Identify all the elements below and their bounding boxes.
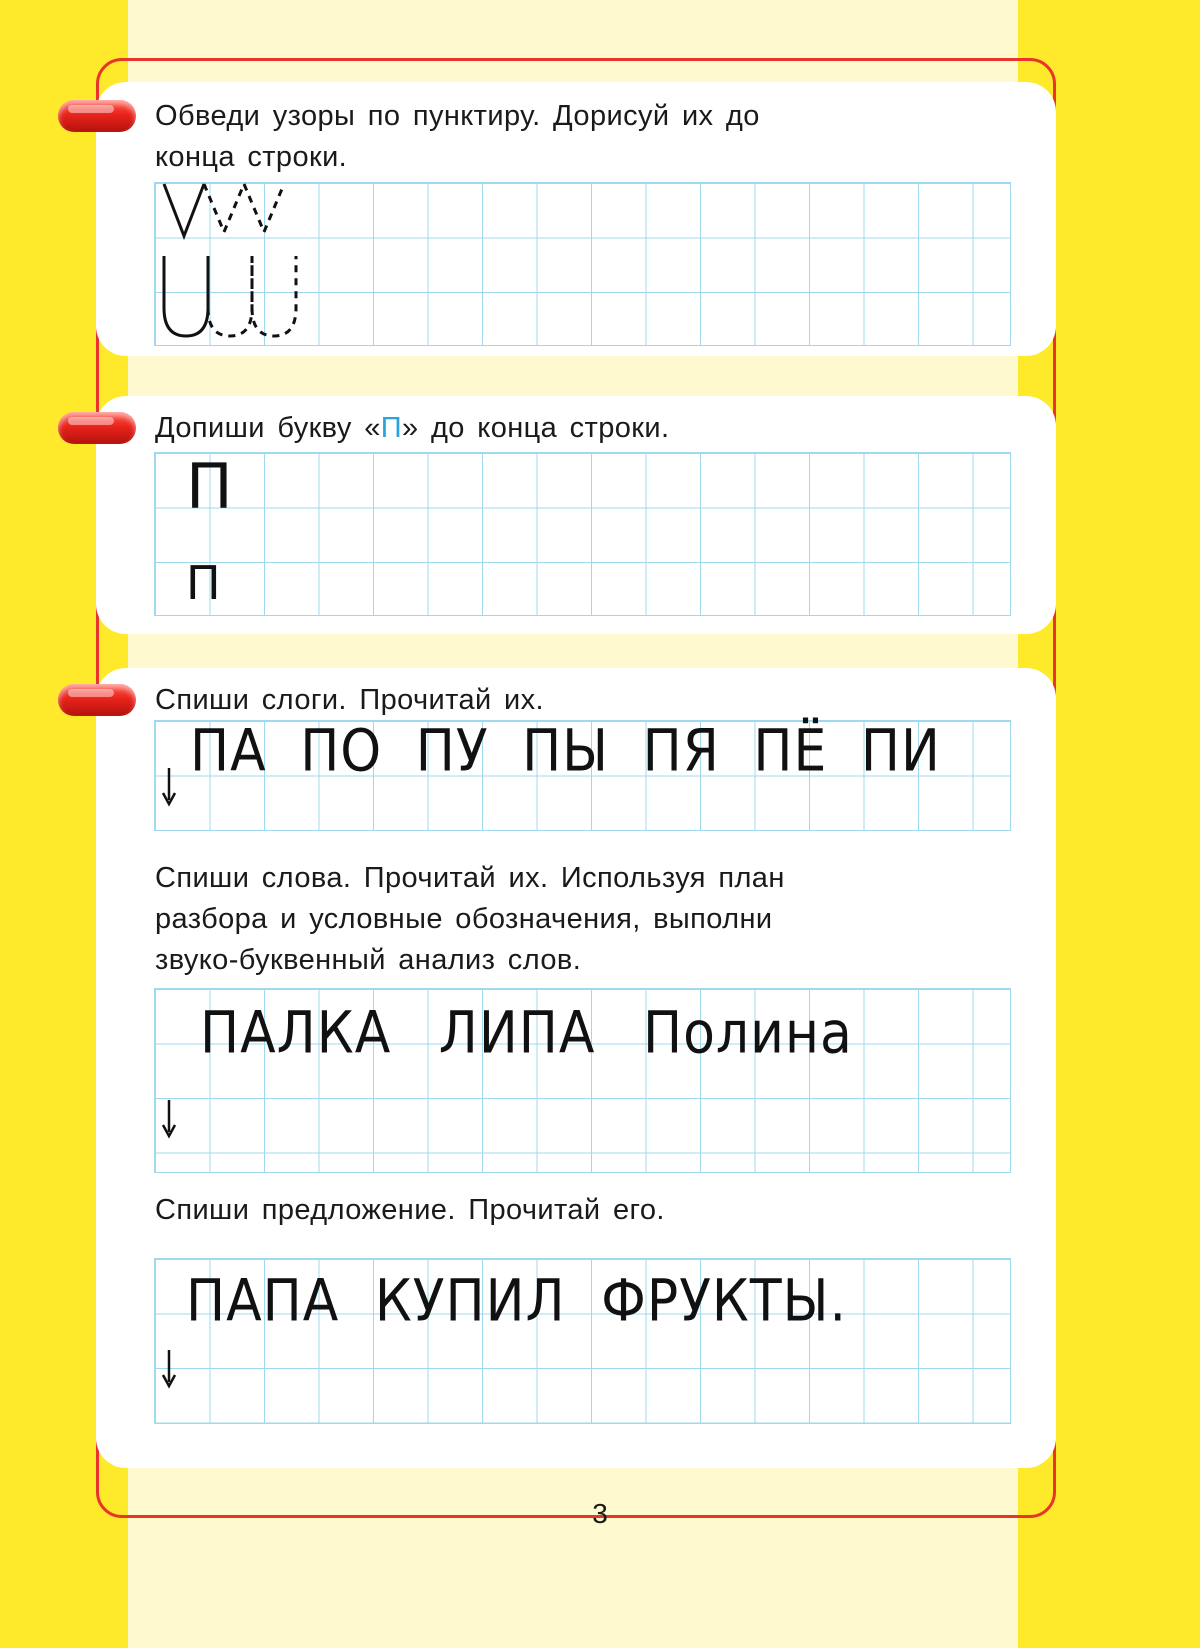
letter-sample-2: П	[186, 556, 221, 610]
task-bullet-3	[58, 684, 136, 716]
task-5-instruction: Спиши предложение. Прочитай его.	[155, 1194, 665, 1226]
task-bullet-1	[58, 100, 136, 132]
task-5-sentence: ПАПА КУПИЛ ФРУКТЫ.	[186, 1268, 848, 1336]
task-4-instruction-line-2: разбора и условные обозначения, выполни	[155, 903, 773, 935]
page-number: 3	[592, 1498, 608, 1529]
task-3-syllables: ПА ПО ПУ ПЫ ПЯ ПЁ ПИ	[190, 718, 941, 786]
task-bullet-2	[58, 412, 136, 444]
task-2-grid	[154, 452, 1011, 616]
task-2-instruction-prefix: Допиши букву «	[155, 412, 381, 444]
letter-sample-1: П	[186, 450, 233, 523]
task-3-instruction: Спиши слоги. Прочитай их.	[155, 684, 545, 716]
task-1-grid	[154, 182, 1011, 346]
task-1-instruction	[155, 96, 1015, 178]
task-4-instruction-line-1: Спиши слова. Прочитай их. Используя план	[155, 862, 785, 894]
task-1-instruction-line-1: Обведи узоры по пунктиру. Дорисуй их до	[155, 100, 760, 132]
task-4-instruction-line-3: звуко-буквенный анализ слов.	[155, 944, 582, 976]
task-5-grid	[154, 1258, 1011, 1424]
task-2-target-letter: П	[380, 412, 402, 444]
task-4-grid	[154, 988, 1011, 1173]
task-1-instruction-line-2: конца строки.	[155, 141, 348, 173]
task-2-instruction-suffix: » до конца строки.	[401, 412, 670, 444]
task-4-instruction	[155, 858, 1010, 981]
task-4-words: ПАЛКА ЛИПА Полина	[200, 1000, 853, 1068]
task-3-grid	[154, 720, 1011, 831]
task-2-instruction	[155, 408, 1015, 449]
